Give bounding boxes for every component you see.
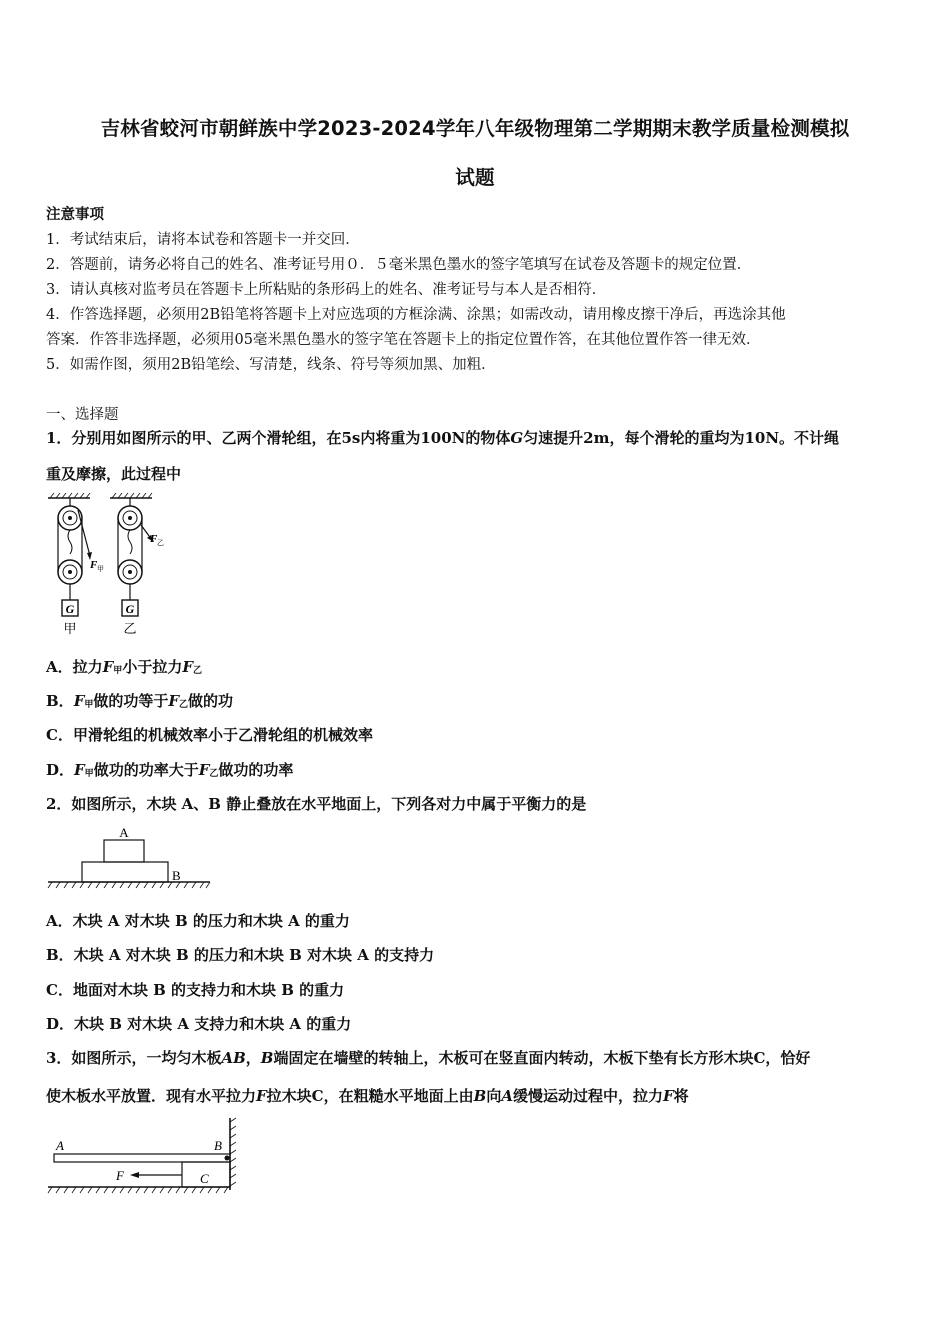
q2-option-d: D．木块 B 对木块 A 支持力和木块 A 的重力 — [46, 1015, 352, 1033]
q1-option-d: D．$F_甲$做功的功率大于$F_乙$做功的功率 — [46, 761, 294, 779]
force-sub-yi: 乙 — [157, 539, 164, 547]
force-label-yi: F — [150, 533, 158, 545]
force-sub-jia: 甲 — [97, 565, 104, 573]
q1-stem-line2: 重及摩擦，此过程中 — [46, 465, 182, 483]
force-label: F — [116, 1168, 124, 1183]
q1-option-a: A．拉力$F_甲$小于拉力$F_乙$ — [46, 658, 202, 676]
q1-option-b: B．$F_甲$做的功等于$F_乙$做的功 — [46, 692, 234, 710]
block-b — [82, 862, 168, 882]
q2-option-a: A．木块 A 对木块 B 的压力和木块 A 的重力 — [46, 912, 350, 930]
q2-option-c: C．地面对木块 B 的支持力和木块 B 的重力 — [46, 981, 345, 999]
figure-label-yi: 乙 — [123, 621, 137, 636]
notes-item-4-continued: 答案．作答非选择题，必须用05毫米黑色墨水的签字笔在答题卡上的指定位置作答，在其他位置作答一律无效． — [46, 332, 761, 348]
q3-stem-line2: 使木板水平放置．现有水平拉力F拉木块C，在粗糙水平地面上由B向A缓慢运动过程中，拉力F将 — [46, 1087, 689, 1105]
q1-option-c: C．甲滑轮组的机械效率小于乙滑轮组的机械效率 — [46, 726, 373, 744]
q3-stem-line1: 3．如图所示，一均匀木板AB，B端固定在墙壁的转轴上，木板可在竖直面内转动，木板下垫有长方形木块C，恰好 — [46, 1049, 811, 1067]
notes-item-1: 1．考试结束后，请将本试卷和答题卡一并交回． — [46, 232, 360, 248]
block-a — [104, 840, 144, 862]
q1-pulley-figure — [40, 490, 180, 638]
notes-item-5: 5．如需作图，须用2B铅笔绘、写清楚，线条、符号等须加黑、加粗． — [46, 357, 496, 373]
board-label-b: B — [214, 1138, 222, 1153]
q3-board-figure — [44, 1112, 244, 1196]
q1-stem-line1: 1．分别用如图所示的甲、乙两个滑轮组，在5s内将重为100N的物体G匀速提升2m，每个滑轮的重均为10N。不计绳 — [46, 429, 840, 447]
q2-option-b: B．木块 A 对木块 B 的压力和木块 B 对木块 A 的支持力 — [46, 946, 435, 964]
notes-item-2: 2．答题前，请务必将自己的姓名、准考证号用０．５毫米黑色墨水的签字笔填写在试卷及答题卡的规定位置． — [46, 257, 752, 273]
load-label-yi: G — [125, 602, 135, 616]
q2-stem: 2．如图所示，木块 A、B 静止叠放在水平地面上，下列各对力中属于平衡力的是 — [46, 795, 587, 813]
page-title: 吉林省蛟河市朝鲜族中学2023-2024学年八年级物理第二学期期末教学质量检测模拟 — [100, 117, 850, 140]
block-a-label: A — [119, 825, 129, 840]
page-title-continued: 试题 — [455, 166, 495, 189]
load-label-jia: G — [65, 602, 75, 616]
q2-blocks-figure — [44, 822, 214, 890]
figure-label-jia: 甲 — [63, 621, 77, 636]
force-label-jia: F — [90, 559, 98, 571]
board-label-a: A — [56, 1138, 64, 1153]
notes-item-3: 3．请认真核对监考员在答题卡上所粘贴的条形码上的姓名、准考证号与本人是否相符． — [46, 282, 607, 298]
notes-item-4: 4．作答选择题，必须用2B铅笔将答题卡上对应选项的方框涂满、涂黑；如需改动，请用橡皮擦干净后，再选涂其他 — [46, 307, 786, 323]
pivot — [225, 1156, 230, 1161]
notes-heading: 注意事项 — [46, 206, 104, 223]
block-b-label: B — [172, 868, 181, 883]
board-ab — [54, 1154, 230, 1162]
block-c-label: C — [200, 1171, 209, 1186]
section-heading: 一、选择题 — [46, 407, 119, 423]
